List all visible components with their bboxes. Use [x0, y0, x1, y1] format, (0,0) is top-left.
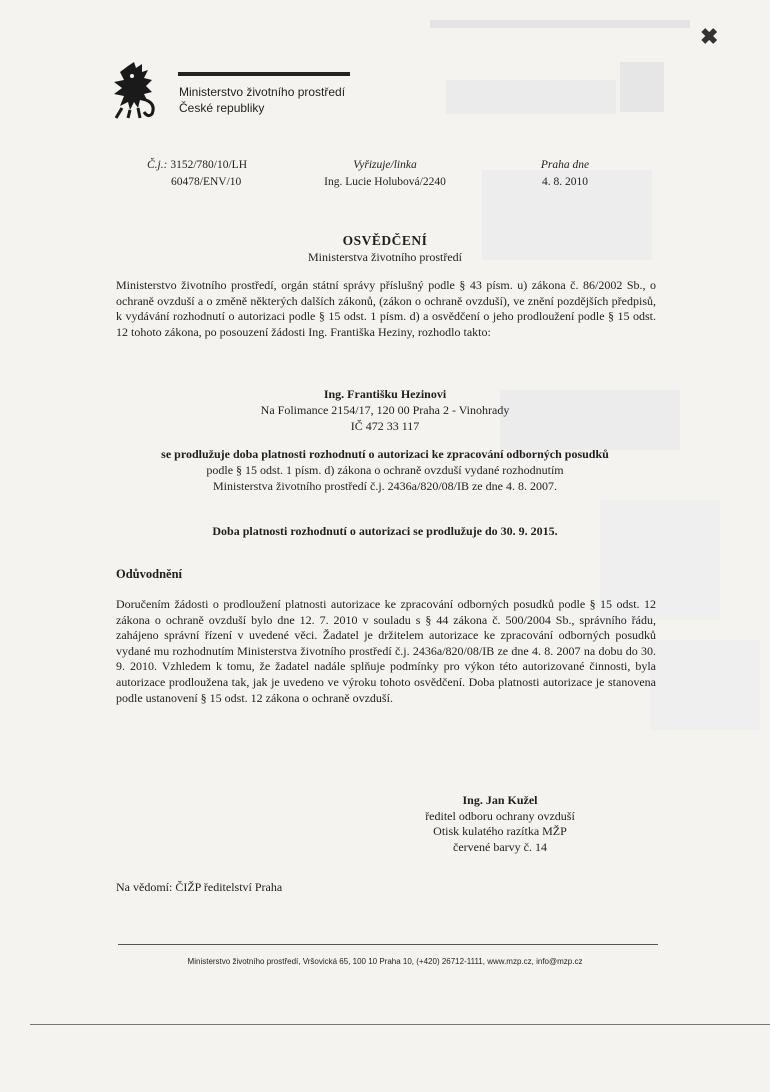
corner-mark-icon: ✖	[700, 24, 719, 49]
recipient-name: Ing. Františku Hezinovi	[323, 387, 447, 401]
decision-line-2: podle § 15 odst. 1 písm. d) zákona o ochraně ovzduší vydané rozhodnutím	[206, 463, 564, 477]
document-subtitle: Ministerstva životního prostředí	[308, 250, 462, 264]
cj-value-2: 60478/ENV/10	[171, 176, 242, 188]
signature-block	[400, 793, 600, 855]
ministry-line-1: Ministerstvo životního prostředí	[179, 85, 346, 99]
reference-cj	[147, 157, 247, 191]
cc-line: Na vědomí: ČIŽP ředitelství Praha	[116, 880, 283, 894]
date-label: Praha dne	[540, 159, 590, 171]
reasoning-paragraph: Doručením žádosti o prodloužení platnosti autorizace ke zpracování odborných posudků podle § 15 odst. 12 zákona o ochraně ovzduší bylo dne 12. 7. 2010 v souladu s § 44 zákona č. 500/2004 Sb., správního řádu, zahájeno správní řízení v uvedené věci. Žadatel je držitelem autorizace ke zpracování odborných posudků vydané mu rozhodnutím Ministerstva životního prostředí č.j. 2436a/820/08/IB ze dne 4. 8. 2007 na dobu do 30. 9. 2010. Vzhledem k tomu, že žadatel nadále splňuje podmínky pro výkon této autorizované činnosti, byla autorizace prodloužena tak, jak je uvedeno ve výroku tohoto osvědčení. Doba platnosti autorizace je stanovena podle ustanovení § 15 odst. 12 zákona o ochraně ovzduší.	[116, 597, 656, 705]
footer-contact: Ministerstvo životního prostředí, Vršovická 65, 100 10 Praha 10, (+420) 26712-1111, www.mzp.cz, info@mzp.cz	[187, 957, 583, 966]
header-rule	[178, 72, 350, 76]
validity-statement: Doba platnosti rozhodnutí o autorizaci se prodlužuje do 30. 9. 2015.	[212, 524, 558, 538]
reference-handler	[300, 157, 470, 191]
ministry-line-2: České republiky	[179, 101, 265, 115]
footer-rule	[118, 944, 658, 945]
recipient-address: Na Folimance 2154/17, 120 00 Praha 2 - Vinohrady	[260, 403, 510, 417]
recipient-block	[0, 386, 770, 434]
cj-value-1: 3152/780/10/LH	[170, 159, 247, 171]
recipient-ic: IČ 472 33 117	[350, 419, 420, 433]
decision-block	[0, 446, 770, 494]
document-title: OSVĚDČENÍ	[342, 233, 428, 248]
reference-date	[520, 157, 610, 191]
date-value: 4. 8. 2010	[542, 176, 588, 188]
stamp-note-2: červené barvy č. 14	[453, 839, 547, 854]
handler-value: Ing. Lucie Holubová/2240	[324, 176, 446, 188]
intro-paragraph: Ministerstvo životního prostředí, orgán státní správy příslušný podle § 43 písm. u) zákona č. 86/2002 Sb., o ochraně ovzduší a o změně některých dalších zákonů, (zákon o ochraně ovzduší), ve znění pozdějších předpisů, k vydávání rozhodnutí o autorizaci podle § 15 odst. 1 písm. d) a osvědčení o jeho prodloužení podle § 15 odst. 12 tohoto zákona, po posouzení žádosti Ing. Františka Heziny, rozhodlo takto:	[116, 278, 656, 339]
stamp-note-1: Otisk kulatého razítka MŽP	[433, 824, 567, 838]
czech-lion-emblem-icon	[108, 60, 166, 120]
decision-line-3: Ministerstva životního prostředí č.j. 2436a/820/08/IB ze dne 4. 8. 2007.	[213, 479, 557, 493]
signer-role: ředitel odboru ochrany ovzduší	[425, 808, 575, 823]
decision-bold: se prodlužuje doba platnosti rozhodnutí o autorizaci ke zpracování odborných posudků	[161, 447, 609, 461]
cj-label: Č.j.:	[147, 159, 168, 171]
reasoning-heading: Odůvodnění	[116, 567, 183, 581]
signer-name: Ing. Jan Kužel	[462, 793, 538, 807]
page-bottom-rule	[30, 1024, 770, 1025]
ministry-name	[179, 84, 345, 116]
handler-label: Vyřizuje/linka	[353, 159, 417, 171]
